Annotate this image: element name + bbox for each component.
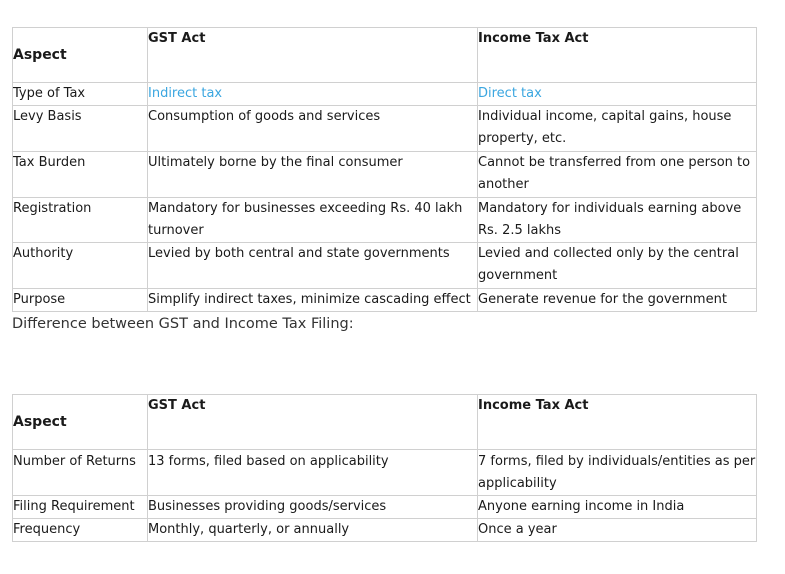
- row-aspect: Authority: [13, 243, 148, 289]
- row-gst: Simplify indirect taxes, minimize cascading effect: [148, 289, 478, 312]
- indirect-tax-link[interactable]: Indirect tax: [148, 86, 223, 101]
- row-income: Mandatory for individuals earning above Rs. 2.5 lakhs: [478, 198, 757, 243]
- row-income: Anyone earning income in India: [478, 496, 757, 519]
- row-aspect: Type of Tax: [13, 83, 148, 106]
- header-gst-act: GST Act: [148, 395, 478, 450]
- header-income-tax-act: Income Tax Act: [478, 395, 757, 450]
- filing-comparison-table: [12, 394, 757, 542]
- row-income: Once a year: [478, 519, 757, 542]
- row-income: Levied and collected only by the central government: [478, 243, 757, 289]
- table-row: [13, 198, 757, 243]
- header-aspect: Aspect: [13, 395, 148, 450]
- row-aspect: Registration: [13, 198, 148, 243]
- header-income-tax-act: Income Tax Act: [478, 28, 757, 83]
- row-gst: Consumption of goods and services: [148, 106, 478, 152]
- row-aspect: Levy Basis: [13, 106, 148, 152]
- table-row: [13, 83, 757, 106]
- row-gst: Mandatory for businesses exceeding Rs. 40 lakh turnover: [148, 198, 478, 243]
- row-aspect: Frequency: [13, 519, 148, 542]
- table-row: [13, 519, 757, 542]
- header-aspect: Aspect: [13, 28, 148, 83]
- direct-tax-link[interactable]: Direct tax: [478, 86, 542, 101]
- row-aspect: Number of Returns: [13, 450, 148, 496]
- row-aspect: Tax Burden: [13, 152, 148, 198]
- row-gst: Monthly, quarterly, or annually: [148, 519, 478, 542]
- table-row: [13, 496, 757, 519]
- row-gst: 13 forms, filed based on applicability: [148, 450, 478, 496]
- row-gst: Ultimately borne by the final consumer: [148, 152, 478, 198]
- row-aspect: Filing Requirement: [13, 496, 148, 519]
- row-income: Generate revenue for the government: [478, 289, 757, 312]
- header-gst-act: GST Act: [148, 28, 478, 83]
- table-row: [13, 289, 757, 312]
- table-row: [13, 106, 757, 152]
- table-row: [13, 450, 757, 496]
- row-income-cell[interactable]: [478, 83, 757, 106]
- table-row: [13, 243, 757, 289]
- row-gst: Businesses providing goods/services: [148, 496, 478, 519]
- table-row: [13, 152, 757, 198]
- filing-section-caption: Difference between GST and Income Tax Filing:: [12, 316, 354, 332]
- row-aspect: Purpose: [13, 289, 148, 312]
- table-header-row: [13, 395, 757, 450]
- row-gst: Levied by both central and state governments: [148, 243, 478, 289]
- row-income: Individual income, capital gains, house property, etc.: [478, 106, 757, 152]
- table-header-row: [13, 28, 757, 83]
- row-income: Cannot be transferred from one person to another: [478, 152, 757, 198]
- row-income: 7 forms, filed by individuals/entities as per applicability: [478, 450, 757, 496]
- row-gst-cell[interactable]: [148, 83, 478, 106]
- gst-vs-income-tax-table: [12, 27, 757, 312]
